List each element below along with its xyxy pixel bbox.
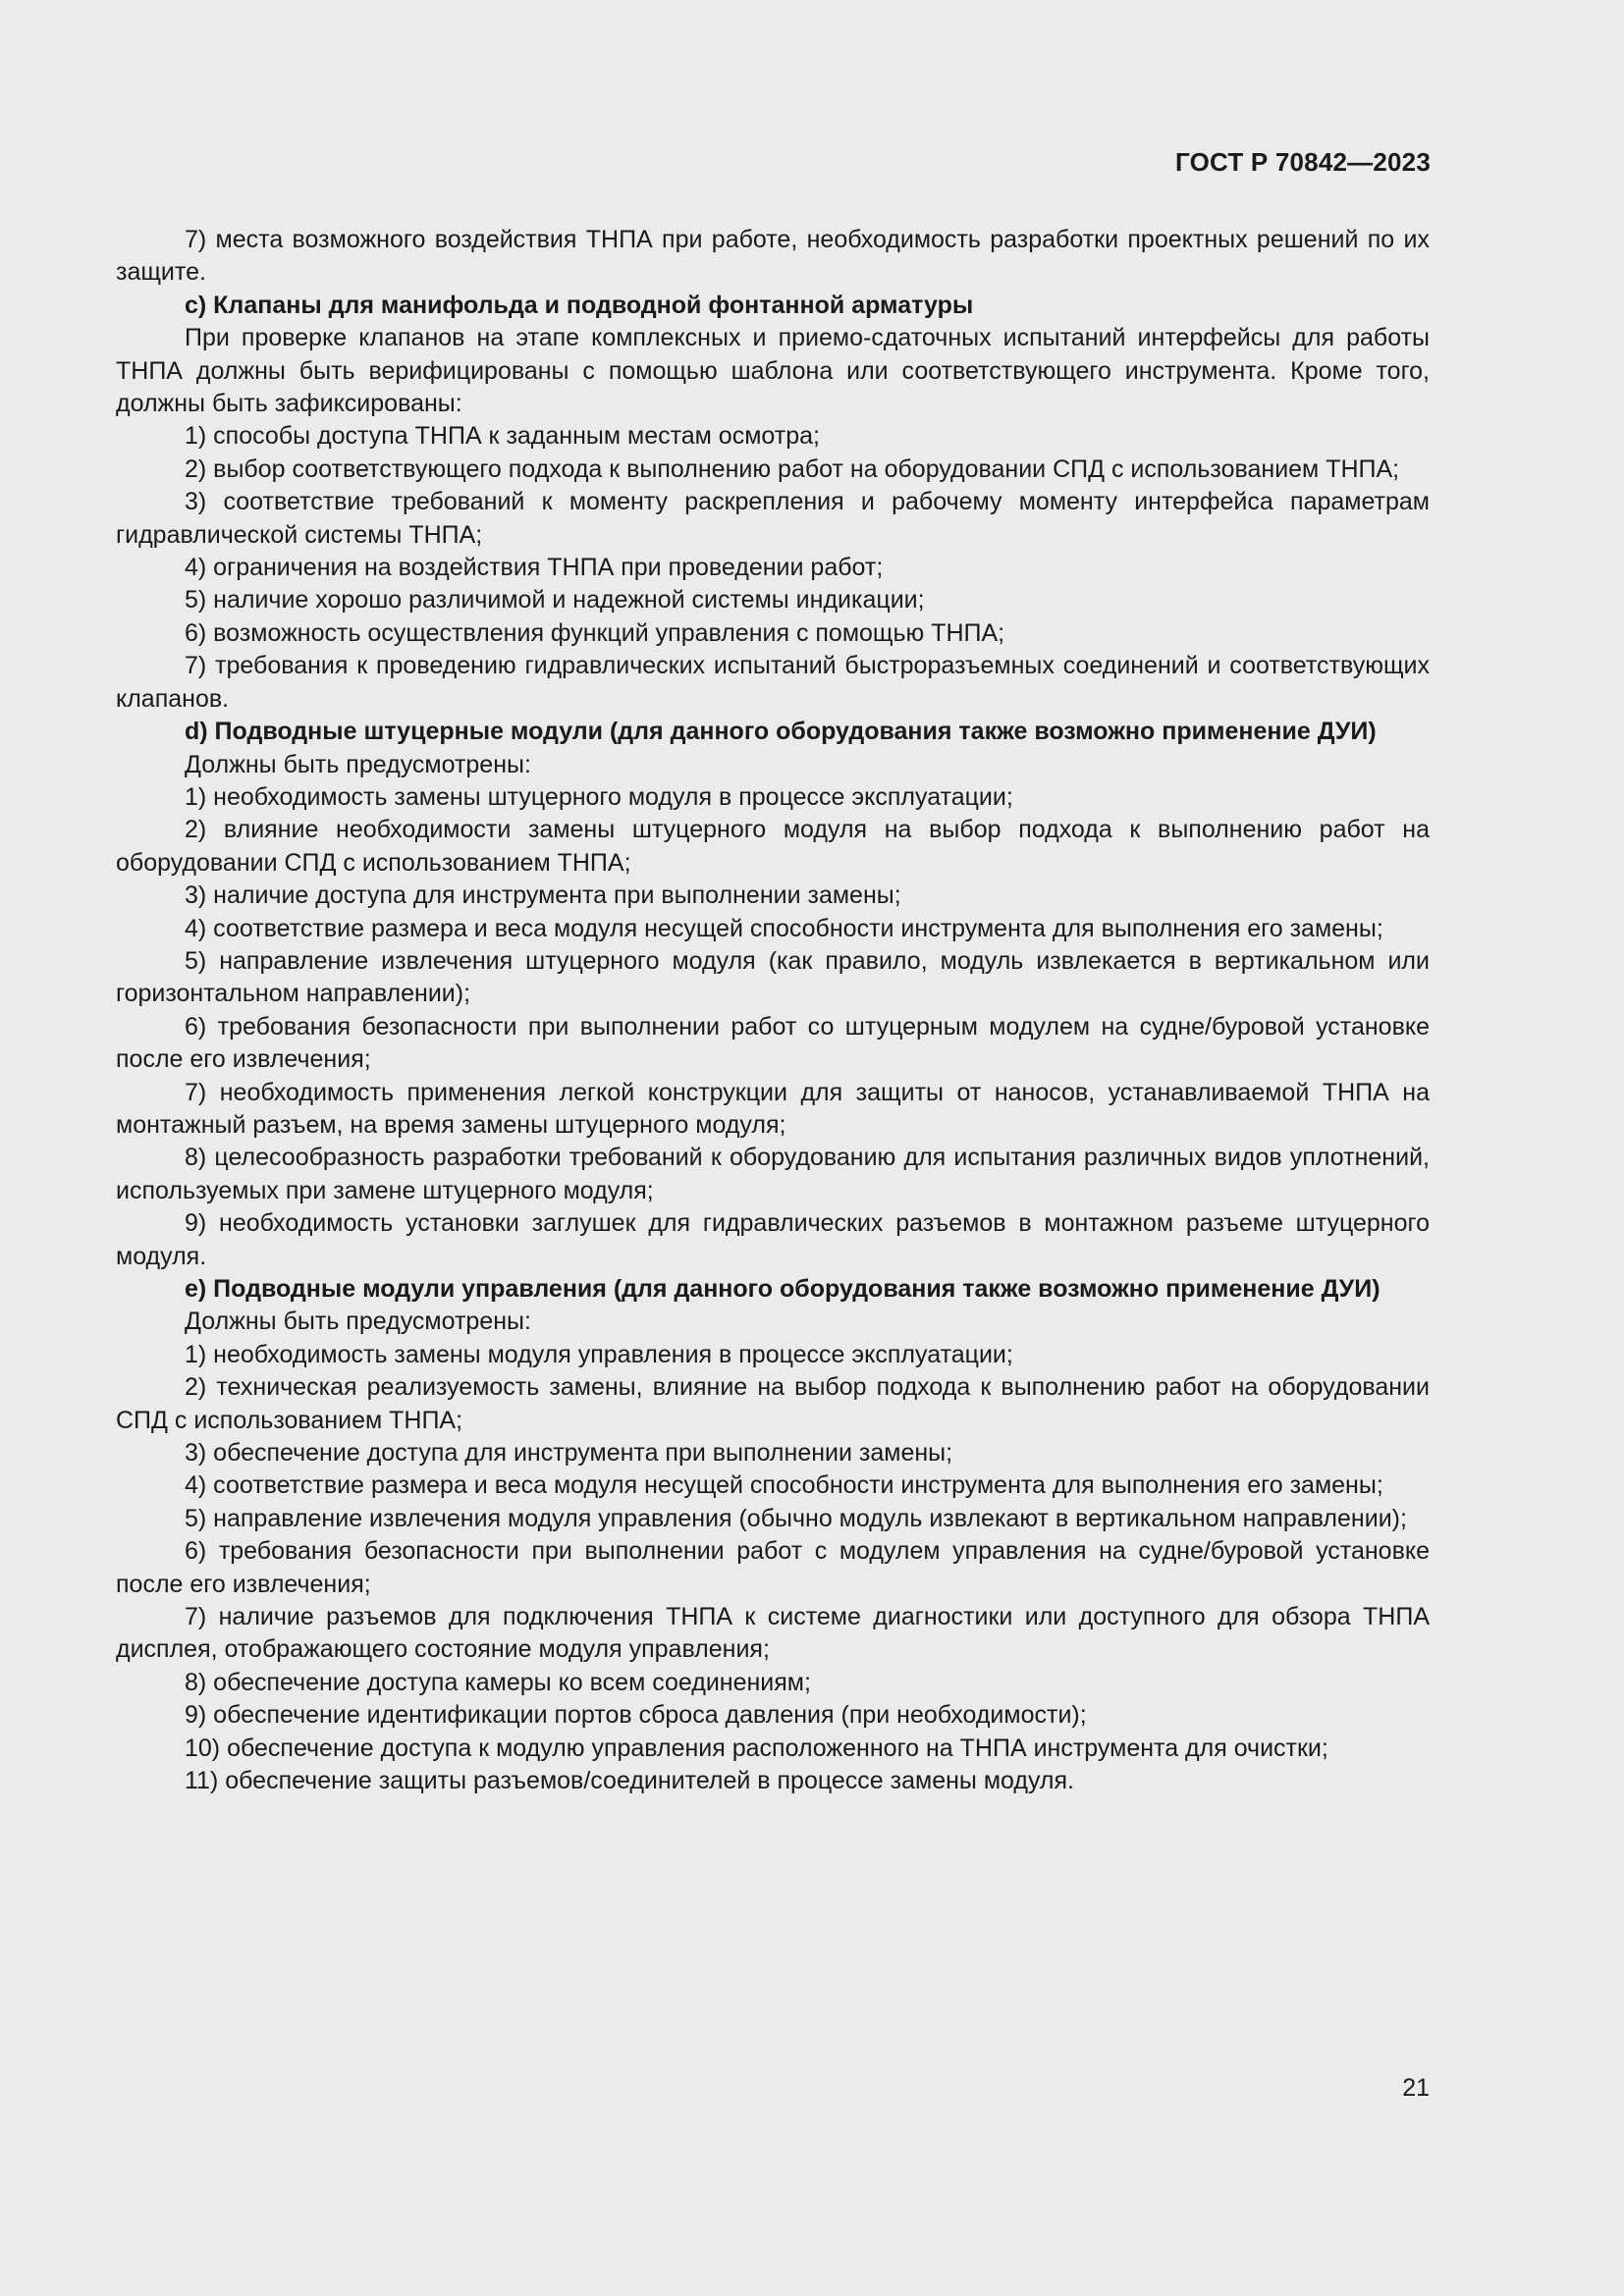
paragraph: 5) наличие хорошо различимой и надежной системы индикации; [185, 586, 925, 614]
paragraph: 6) требования безопасности при выполнении работ со штуцерным модулем на судне/буровой установке после его извлечения; [116, 1012, 1430, 1074]
document-header: ГОСТ Р 70842—2023 [1175, 147, 1431, 177]
page-number: 21 [1402, 2074, 1430, 2102]
paragraph: 2) техническая реализуемость замены, влияние на выбор подхода к выполнению работ на оборудовании СПД с использованием ТНПА; [116, 1373, 1430, 1434]
paragraph: 2) влияние необходимости замены штуцерного модуля на выбор подхода к выполнению работ на оборудовании СПД с использованием ТНПА; [116, 816, 1430, 877]
paragraph: 2) выбор соответствующего подхода к выполнению работ на оборудовании СПД с использованием ТНПА; [185, 454, 1400, 483]
paragraph: Должны быть предусмотрены: [185, 750, 531, 778]
paragraph: 11) обеспечение защиты разъемов/соединителей в процессе замены модуля. [185, 1767, 1074, 1795]
paragraph: 5) направление извлечения модуля управления (обычно модуль извлекают в вертикальном направлении); [185, 1504, 1407, 1532]
paragraph: 10) обеспечение доступа к модулю управления расположенного на ТНПА инструмента для очистки; [185, 1734, 1328, 1762]
paragraph: 7) наличие разъемов для подключения ТНПА к системе диагностики или доступного для обзора ТНПА дисплея, отображающего состояние модуля управления; [116, 1603, 1430, 1664]
paragraph: 1) способы доступа ТНПА к заданным местам осмотра; [185, 422, 820, 451]
paragraph: Должны быть предусмотрены: [185, 1308, 531, 1336]
paragraph: 6) требования безопасности при выполнении работ с модулем управления на судне/буровой установке после его извлечения; [116, 1537, 1430, 1598]
section-heading: c) Клапаны для манифольда и подводной фонтанной арматуры [185, 291, 974, 319]
section-heading: d) Подводные штуцерные модули (для данного оборудования также возможно применение ДУИ) [185, 718, 1377, 746]
document-body [116, 224, 1430, 1798]
paragraph: 7) необходимость применения легкой конструкции для защиты от наносов, устанавливаемой ТНПА на монтажный разъем, на время замены штуцерного модуля; [116, 1078, 1430, 1139]
paragraph: 1) необходимость замены модуля управления в процессе эксплуатации; [185, 1340, 1013, 1368]
paragraph: 3) наличие доступа для инструмента при выполнении замены; [185, 881, 901, 910]
paragraph: 5) направление извлечения штуцерного модуля (как правило, модуль извлекается в вертикальном или горизонтальном направлении); [116, 946, 1430, 1008]
paragraph: 3) соответствие требований к моменту раскрепления и рабочему моменту интерфейса параметрам гидравлической системы ТНПА; [116, 488, 1430, 549]
paragraph: 4) соответствие размера и веса модуля несущей способности инструмента для выполнения его замены; [185, 914, 1383, 942]
paragraph: 4) соответствие размера и веса модуля несущей способности инструмента для выполнения его замены; [185, 1471, 1383, 1500]
paragraph: При проверке клапанов на этапе комплексных и приемо-сдаточных испытаний интерфейсы для работы ТНПА должны быть верифицированы с помощью шаблона или соответствующего инструмента. Кроме того, должны быть зафиксированы: [116, 324, 1430, 418]
paragraph: 4) ограничения на воздействия ТНПА при проведении работ; [185, 554, 884, 582]
section-heading: e) Подводные модули управления (для данного оборудования также возможно применение ДУИ) [185, 1275, 1380, 1303]
paragraph: 8) целесообразность разработки требований к оборудованию для испытания различных видов уплотнений, используемых при замене штуцерного модуля; [116, 1144, 1430, 1204]
paragraph: 9) обеспечение идентификации портов сброса давления (при необходимости); [185, 1701, 1087, 1730]
paragraph: 7) требования к проведению гидравлических испытаний быстроразъемных соединений и соответствующих клапанов. [116, 652, 1430, 713]
paragraph: 1) необходимость замены штуцерного модуля в процессе эксплуатации; [185, 782, 1013, 811]
paragraph: 8) обеспечение доступа камеры ко всем соединениям; [185, 1668, 811, 1696]
paragraph: 6) возможность осуществления функций управления с помощью ТНПА; [185, 618, 1005, 647]
paragraph: 9) необходимость установки заглушек для гидравлических разъемов в монтажном разъеме штуцерного модуля. [116, 1209, 1430, 1270]
paragraph: 3) обеспечение доступа для инструмента при выполнении замены; [185, 1439, 953, 1468]
paragraph: 7) места возможного воздействия ТНПА при работе, необходимость разработки проектных решений по их защите. [116, 226, 1430, 287]
